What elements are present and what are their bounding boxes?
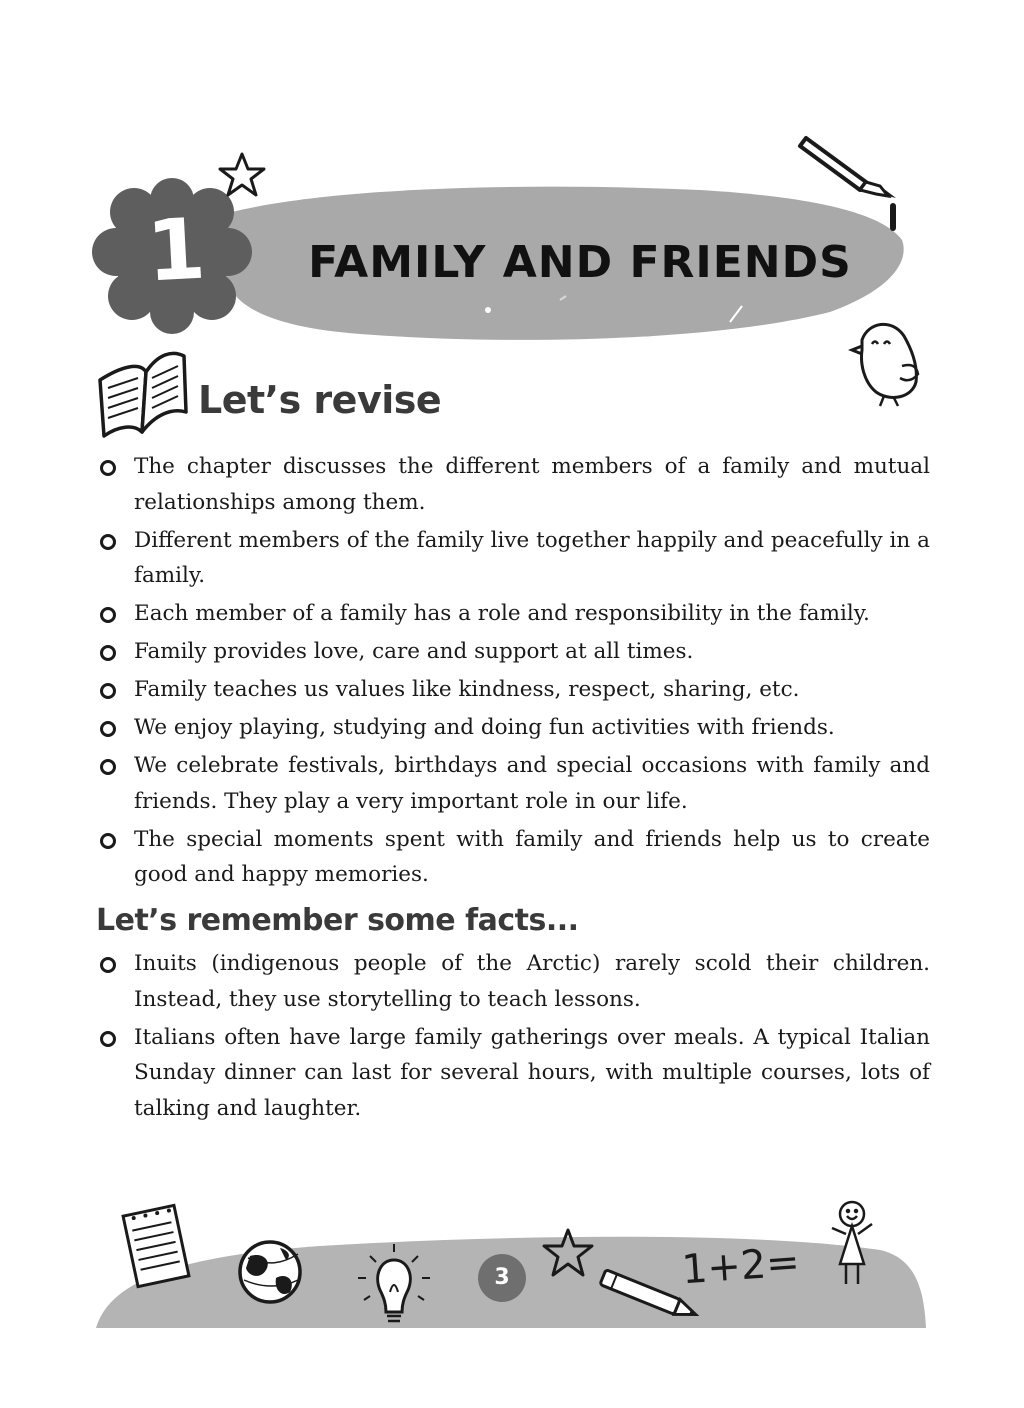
list-item-text: Inuits (indigenous people of the Arctic) rarely scold their children. Instead, they use storytelling to teach lessons. [134, 951, 930, 1012]
list-item-text: Each member of a family has a role and responsibility in the family. [134, 601, 870, 626]
list-item [96, 596, 930, 632]
list-item [96, 946, 930, 1017]
bullet-icon [100, 759, 116, 775]
bullet-icon [100, 957, 116, 973]
bullet-icon [100, 1031, 116, 1047]
bird-icon [852, 324, 918, 406]
facts-heading: Let’s remember some facts... [96, 903, 579, 938]
list-item-text: The special moments spent with family and friends help us to create good and happy memories. [134, 826, 930, 887]
revise-list [96, 449, 930, 895]
bullet-icon [100, 833, 116, 849]
bullet-icon [100, 460, 116, 476]
list-item [96, 634, 930, 670]
chapter-number: 1 [144, 199, 208, 301]
math-doodle: 1+2= [680, 1239, 802, 1294]
list-item-text: The chapter discusses the different members of a family and mutual relationships among them. [134, 454, 930, 515]
list-item [96, 710, 930, 746]
list-item-text: We celebrate festivals, birthdays and special occasions with family and friends. They play a very important role in our life. [134, 753, 930, 814]
list-item-text: We enjoy playing, studying and doing fun activities with friends. [134, 715, 835, 740]
bullet-icon [100, 721, 116, 737]
list-item [96, 1020, 930, 1127]
page-number: 3 [478, 1254, 526, 1302]
list-item-text: Family teaches us values like kindness, respect, sharing, etc. [134, 677, 800, 702]
list-item [96, 523, 930, 594]
list-item [96, 748, 930, 819]
list-item [96, 449, 930, 520]
globe-icon [240, 1242, 300, 1302]
list-item-text: Family provides love, care and support at all times. [134, 639, 694, 664]
star-icon [220, 154, 264, 195]
facts-list [96, 946, 930, 1129]
open-book-icon [100, 353, 186, 436]
bullet-icon [100, 607, 116, 623]
revise-heading: Let’s revise [198, 378, 442, 422]
list-item-text: Different members of the family live together happily and peacefully in a family. [134, 527, 930, 588]
list-item [96, 822, 930, 893]
notepad-icon [123, 1205, 189, 1286]
bullet-icon [100, 683, 116, 699]
list-item-text: Italians often have large family gatherings over meals. A typical Italian Sunday dinner can last for several hours, with multiple courses, lots of talking and laughter. [134, 1024, 930, 1121]
chapter-title: FAMILY AND FRIENDS [308, 237, 852, 288]
list-item [96, 672, 930, 708]
bullet-icon [100, 534, 116, 550]
bullet-icon [100, 645, 116, 661]
